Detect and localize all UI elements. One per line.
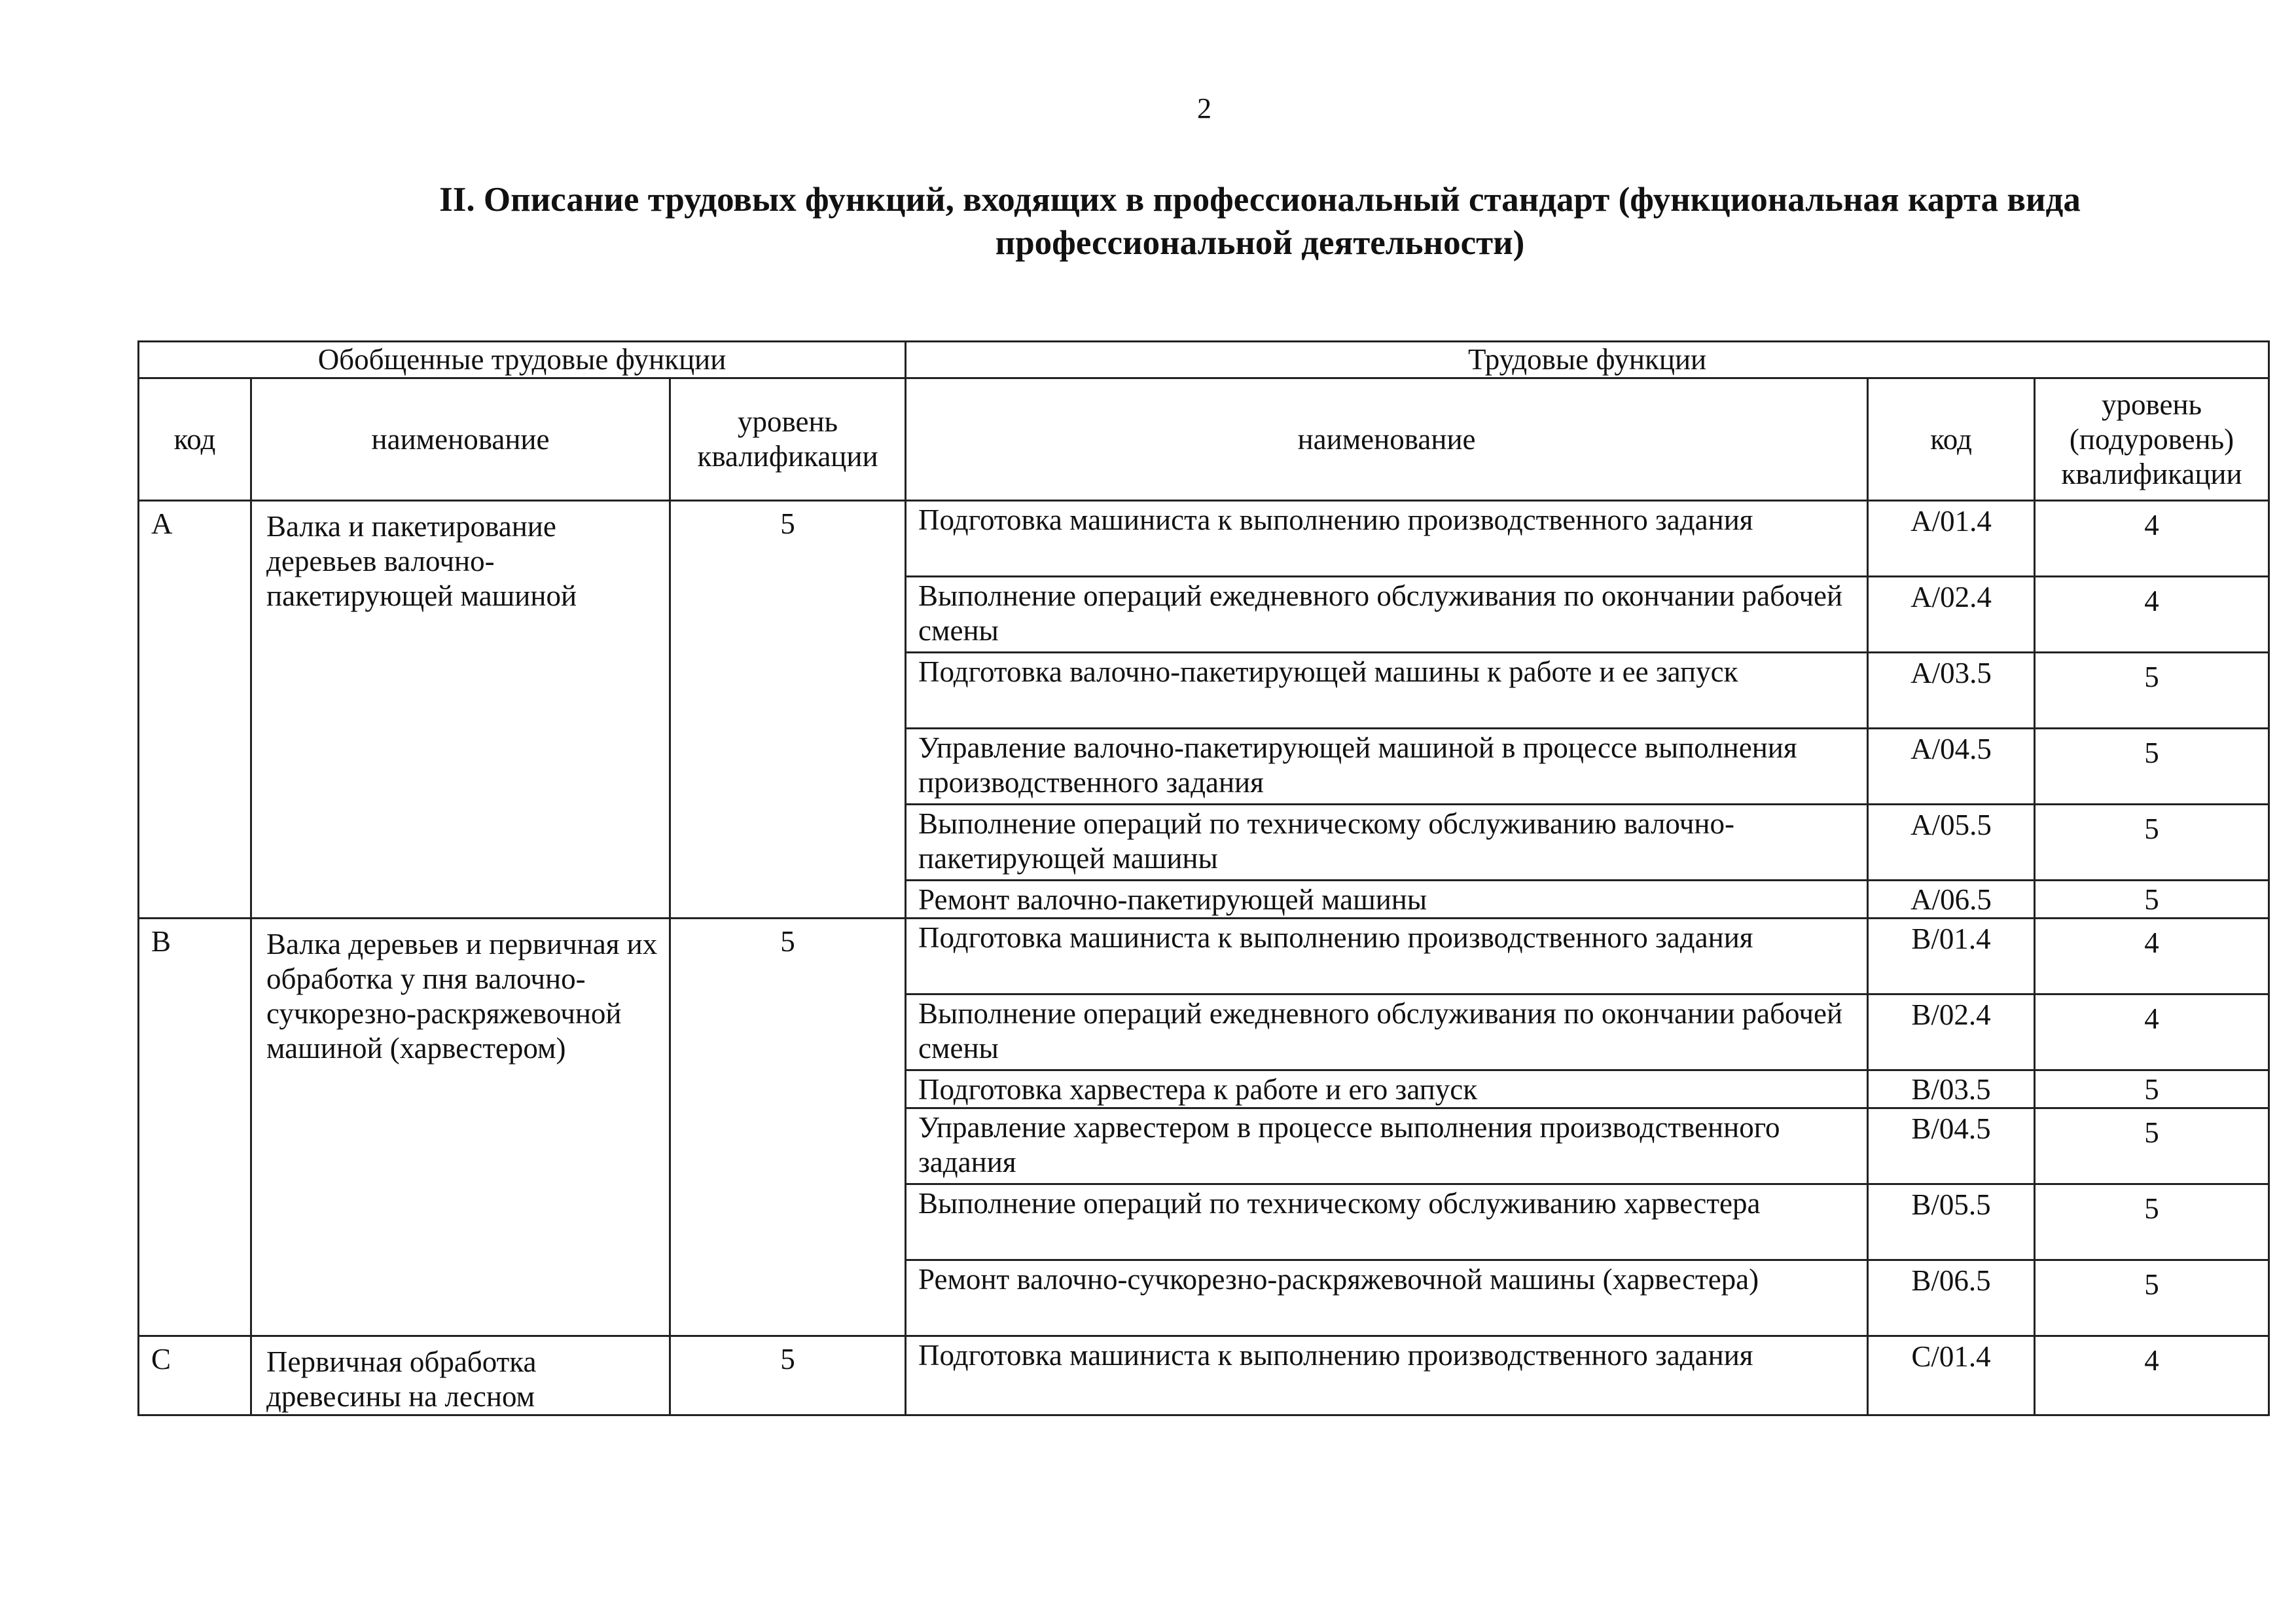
group-name: Валка и пакетирование деревьев валочно-пакетирующей машиной [251, 501, 670, 919]
group-code: B [139, 919, 251, 1336]
func-code-header: код [1868, 378, 2035, 501]
gen-level-header: уровень квалификации [670, 378, 906, 501]
generalized-functions-header: Обобщенные трудовые функции [139, 342, 906, 378]
function-name: Выполнение операций по техническому обслуживанию валочно-пакетирующей машины [906, 805, 1868, 881]
function-level: 5 [2035, 1184, 2269, 1260]
function-name: Ремонт валочно-пакетирующей машины [906, 881, 1868, 919]
func-level-header: уровень (подуровень) квалификации [2035, 378, 2269, 501]
group-level: 5 [670, 1336, 906, 1415]
function-code: B/06.5 [1868, 1260, 2035, 1336]
function-code: B/02.4 [1868, 994, 2035, 1070]
function-name: Управление валочно-пакетирующей машиной в процессе выполнения производственного задания [906, 729, 1868, 805]
group-header-row [139, 342, 2269, 378]
function-name: Выполнение операций ежедневного обслуживания по окончании рабочей смены [906, 994, 1868, 1070]
function-level: 4 [2035, 919, 2269, 994]
functional-map-table [137, 340, 2270, 1416]
labor-functions-header: Трудовые функции [906, 342, 2269, 378]
group-code: A [139, 501, 251, 919]
table-row [139, 1336, 2269, 1415]
function-code: A/05.5 [1868, 805, 2035, 881]
page-number: 2 [1197, 92, 1211, 124]
function-code: B/01.4 [1868, 919, 2035, 994]
func-name-header: наименование [906, 378, 1868, 501]
section-title: II. Описание трудовых функций, входящих в профессиональный стандарт (функциональная карта вида профессиональной деятельности) [439, 181, 2081, 262]
function-name: Выполнение операций ежедневного обслуживания по окончании рабочей смены [906, 577, 1868, 653]
function-level: 5 [2035, 729, 2269, 805]
function-level: 5 [2035, 653, 2269, 729]
function-code: B/04.5 [1868, 1108, 2035, 1184]
function-level: 5 [2035, 881, 2269, 919]
function-code: B/05.5 [1868, 1184, 2035, 1260]
column-header-row [139, 378, 2269, 501]
function-level: 5 [2035, 805, 2269, 881]
gen-name-header: наименование [251, 378, 670, 501]
group-level: 5 [670, 919, 906, 1336]
function-name: Подготовка машиниста к выполнению производственного задания [906, 919, 1868, 994]
group-level: 5 [670, 501, 906, 919]
function-level: 5 [2035, 1260, 2269, 1336]
function-name: Управление харвестером в процессе выполнения производственного задания [906, 1108, 1868, 1184]
function-name: Ремонт валочно-сучкорезно-раскряжевочной машины (харвестера) [906, 1260, 1868, 1336]
function-level: 4 [2035, 1336, 2269, 1415]
group-code: C [139, 1336, 251, 1415]
table-row [139, 501, 2269, 577]
function-level: 5 [2035, 1108, 2269, 1184]
function-name: Подготовка харвестера к работе и его запуск [906, 1070, 1868, 1108]
function-level: 4 [2035, 577, 2269, 653]
function-name: Подготовка машиниста к выполнению производственного задания [906, 1336, 1868, 1415]
function-name: Подготовка машиниста к выполнению производственного задания [906, 501, 1868, 577]
function-code: A/02.4 [1868, 577, 2035, 653]
function-code: B/03.5 [1868, 1070, 2035, 1108]
function-code: C/01.4 [1868, 1336, 2035, 1415]
function-name: Подготовка валочно-пакетирующей машины к работе и ее запуск [906, 653, 1868, 729]
function-code: A/01.4 [1868, 501, 2035, 577]
function-code: A/03.5 [1868, 653, 2035, 729]
gen-code-header: код [139, 378, 251, 501]
group-name: Первичная обработка древесины на лесном [251, 1336, 670, 1415]
function-level: 5 [2035, 1070, 2269, 1108]
function-name: Выполнение операций по техническому обслуживанию харвестера [906, 1184, 1868, 1260]
function-level: 4 [2035, 994, 2269, 1070]
table-row [139, 919, 2269, 994]
group-name: Валка деревьев и первичная их обработка у пня валочно-сучкорезно-раскряжевочной машиной (харвестером) [251, 919, 670, 1336]
function-code: A/04.5 [1868, 729, 2035, 805]
function-level: 4 [2035, 501, 2269, 577]
function-code: A/06.5 [1868, 881, 2035, 919]
